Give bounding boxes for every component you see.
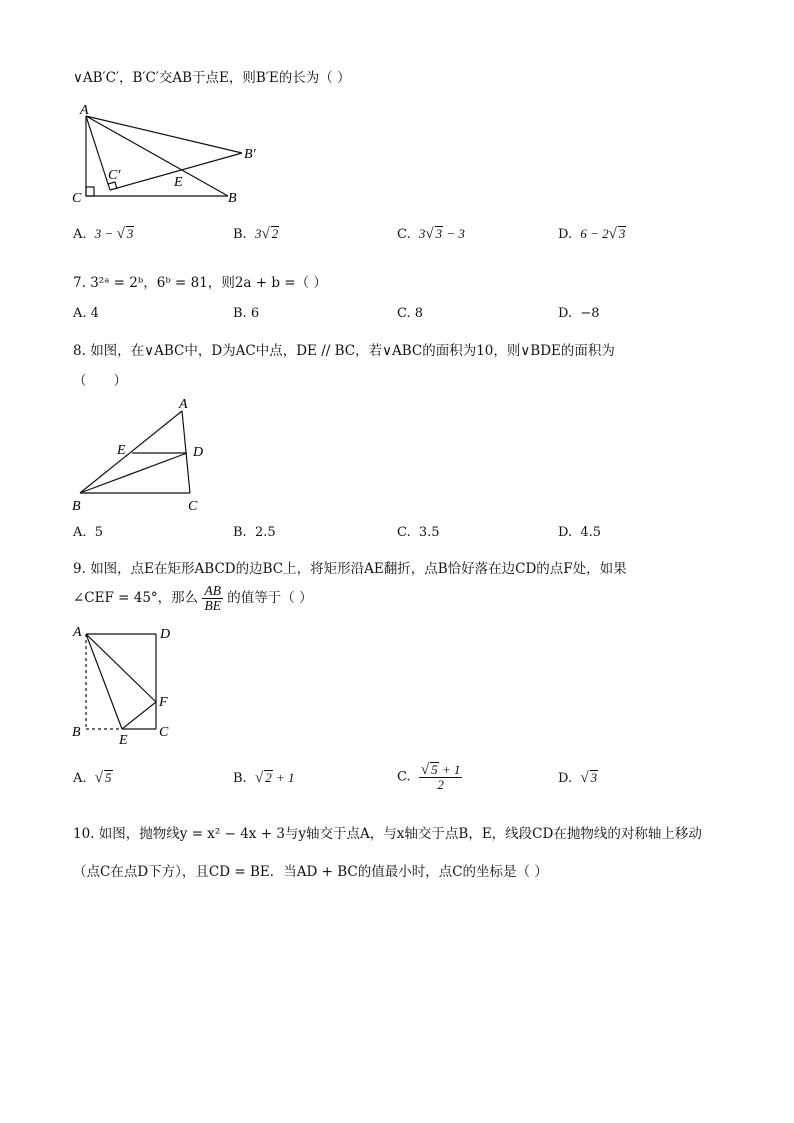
q6-label-bp: B′ (244, 147, 256, 162)
q7-option-d[interactable]: D. −8 (558, 306, 600, 321)
q7-option-b[interactable]: B. 6 (233, 306, 260, 321)
q8-label-e: E (117, 443, 126, 458)
q8-label-a: A (179, 397, 188, 412)
q9-option-c[interactable]: C. $\frac{√ 5 + 1}{2}$ (397, 762, 461, 792)
q8-label-b: B (72, 499, 81, 514)
q6-stem-tail: ∨AB′C′，B′C′交AB于点E，则B′E的长为（ ） (73, 70, 351, 86)
q7-option-c[interactable]: C. 8 (397, 306, 424, 321)
q9-label-e: E (119, 733, 128, 748)
q9-option-a[interactable]: A. √ 5 (73, 770, 112, 786)
q9-figure (66, 622, 186, 752)
q8-option-b[interactable]: B. 2.5 (233, 525, 276, 540)
q8-label-d: D (193, 445, 204, 460)
q8-label-c: C (188, 499, 198, 514)
q9-label-f: F (159, 695, 168, 710)
q10-stem-line2: （点C在点D下方），且CD = BE．当AD + BC的值最小时，点C的坐标是（ ） (73, 864, 548, 880)
q9-stem-line1: 9. 如图，点E在矩形ABCD的边BC上，将矩形沿AE翻折，点B恰好落在边CD的点F处，如果 (73, 561, 627, 577)
q6-label-a: A (80, 103, 89, 118)
q6-label-e: E (174, 175, 183, 190)
q7-option-a[interactable]: A. 4 (73, 306, 99, 321)
q9-label-c: C (159, 725, 169, 740)
q9-stem-line2: ∠CEF = 45°，那么 $\frac{AB}{BE}$ 的值等于（ ） (73, 583, 313, 613)
q8-stem-line2: （ ） (73, 373, 127, 389)
q9-label-d: D (160, 627, 171, 642)
q6-option-c[interactable]: C. 3√ 3 − 3 (397, 226, 465, 242)
q10-stem-line1: 10. 如图，抛物线y = x² − 4x + 3与y轴交于点A，与x轴交于点B，E，线段CD在抛物线的对称轴上移动 (73, 826, 702, 842)
q9-option-d[interactable]: D. √ 3 (558, 770, 598, 786)
q8-figure (66, 393, 216, 518)
q6-figure (68, 98, 268, 208)
q7-stem: 7. 3²ᵃ = 2ᵇ，6ᵇ = 81，则2a + b =（ ） (73, 275, 327, 291)
q8-stem-line1: 8. 如图，在∨ABC中，D为AC中点，DE // BC，若∨ABC的面积为10，则∨BDE的面积为 (73, 343, 615, 359)
q8-option-c[interactable]: C. 3.5 (397, 525, 440, 540)
q9-label-a: A (73, 625, 82, 640)
q9-label-b: B (72, 725, 81, 740)
q6-label-b: B (228, 191, 237, 206)
q8-option-d[interactable]: D. 4.5 (558, 525, 602, 540)
q6-option-a[interactable]: A. 3 − √ 3 (73, 226, 134, 242)
q8-option-a[interactable]: A. 5 (73, 525, 104, 540)
q9-option-b[interactable]: B. √ 2 + 1 (233, 770, 295, 786)
q6-label-c: C (72, 191, 82, 206)
q9-fraction: $\frac{AB}{BE}$ (204, 583, 221, 613)
q6-label-cp: C′ (108, 168, 121, 183)
q6-option-d[interactable]: D. 6 − 2√ 3 (558, 226, 626, 242)
q6-option-b[interactable]: B. 3√ 2 (233, 226, 279, 242)
